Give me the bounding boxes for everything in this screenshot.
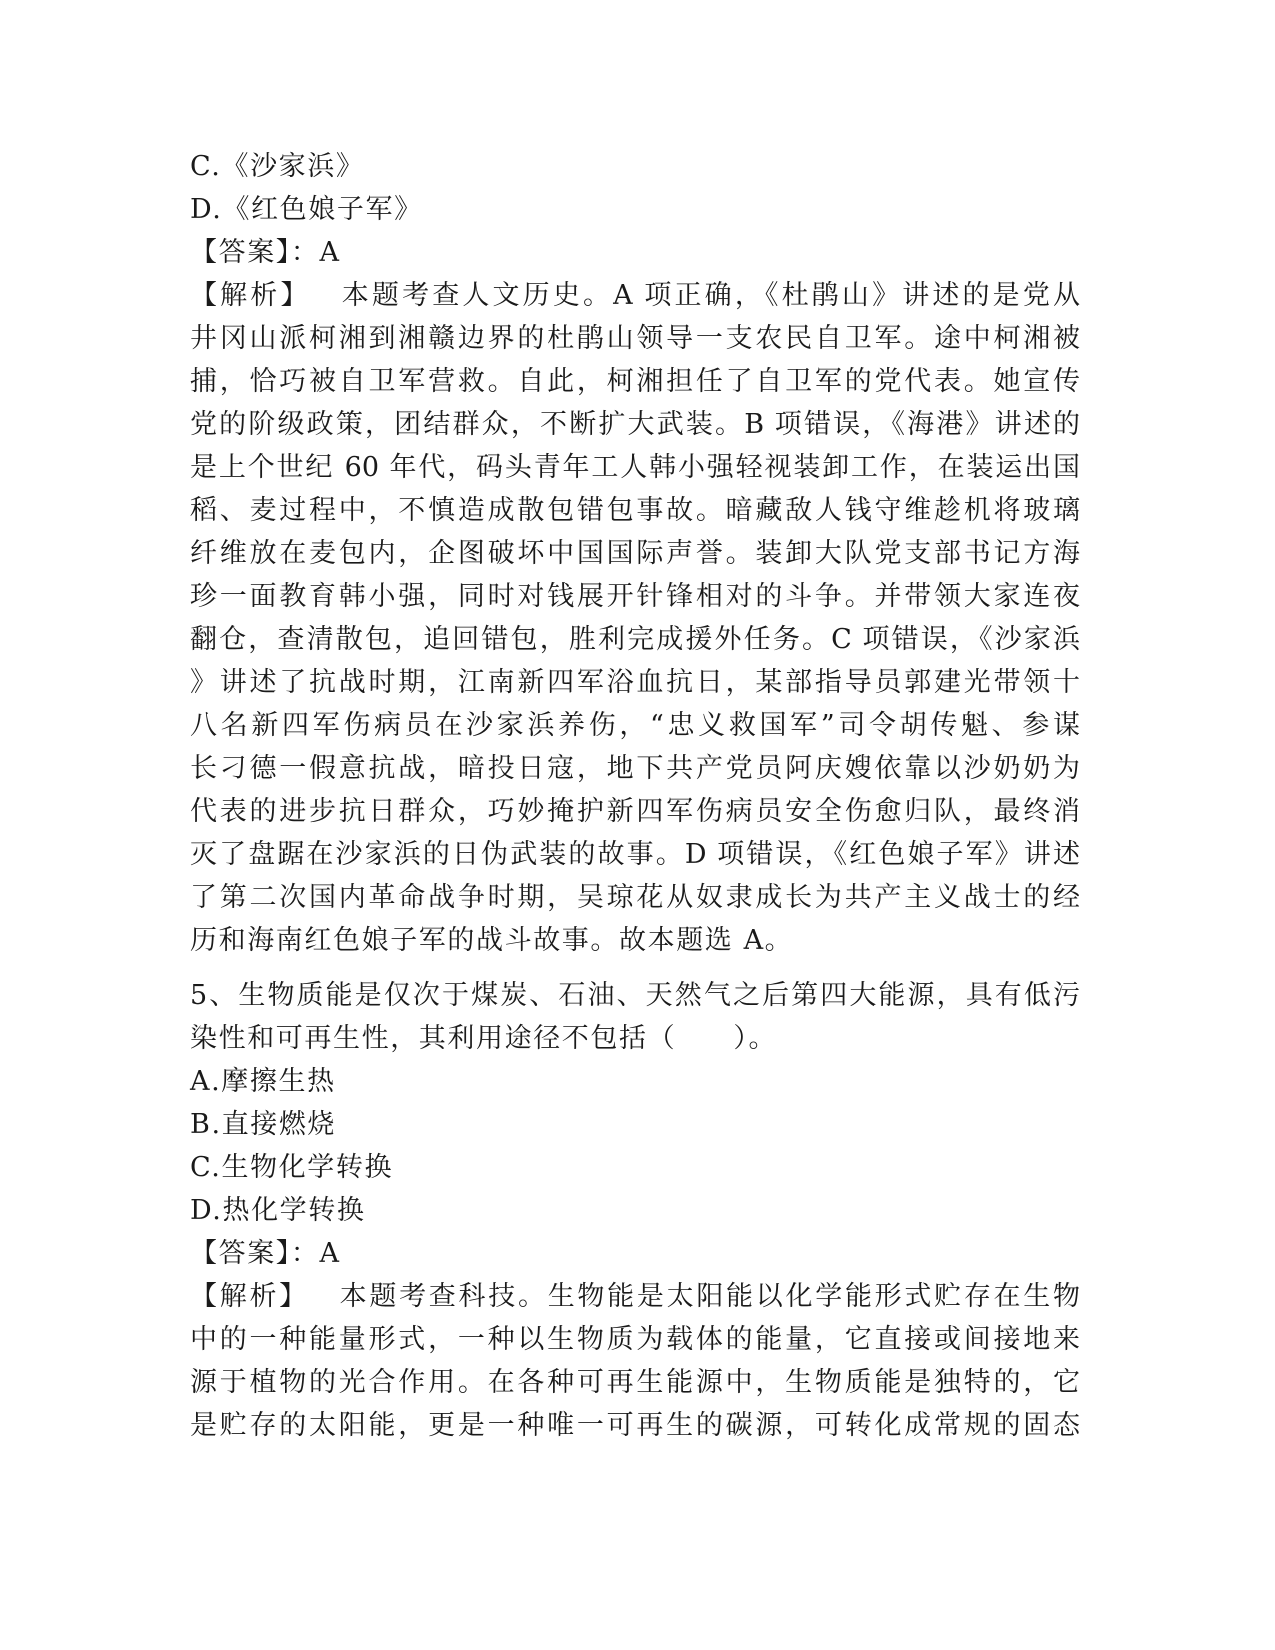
q4-analysis-line-14: 了第二次国内革命战争时期，吴琼花从奴隶成长为共产主义战士的经 bbox=[190, 882, 1080, 913]
document-content bbox=[190, 145, 1080, 1447]
q5-analysis-line-2: 源于植物的光合作用。在各种可再生能源中，生物质能是独特的，它 bbox=[190, 1367, 1080, 1398]
q5-option-d: D.热化学转换 bbox=[190, 1195, 366, 1226]
q5-answer: 【答案】：A bbox=[190, 1238, 341, 1269]
q4-analysis-line-1: 井冈山派柯湘到湘赣边界的杜鹃山领导一支农民自卫军。途中柯湘被 bbox=[190, 323, 1080, 354]
q5-option-b: B.直接燃烧 bbox=[190, 1109, 337, 1140]
q4-analysis-line-2: 捕，恰巧被自卫军营救。自此，柯湘担任了自卫军的党代表。她宣传 bbox=[190, 366, 1080, 397]
q4-analysis-label: 【解析】 bbox=[190, 280, 311, 311]
q4-analysis-line-15: 历和海南红色娘子军的战斗故事。故本题选 A。 bbox=[190, 925, 794, 956]
q4-option-d: D.《红色娘子军》 bbox=[190, 194, 423, 225]
q4-analysis-line-4: 是上个世纪 60 年代，码头青年工人韩小强轻视装卸工作，在装运出国 bbox=[190, 452, 1080, 483]
q4-analysis-line-11: 长刁德一假意抗战，暗投日寇，地下共产党员阿庆嫂依靠以沙奶奶为 bbox=[190, 753, 1080, 784]
q4-analysis-line-10: 八名新四军伤病员在沙家浜养伤，“忠义救国军”司令胡传魁、参谋 bbox=[190, 710, 1080, 741]
q4-option-c: C.《沙家浜》 bbox=[190, 151, 365, 182]
q5-analysis-line-1: 中的一种能量形式，一种以生物质为载体的能量，它直接或间接地来 bbox=[190, 1324, 1080, 1355]
q4-analysis-line-6: 纤维放在麦包内，企图破坏中国国际声誉。装卸大队党支部书记方海 bbox=[190, 538, 1080, 569]
q5-stem-line-1: 染性和可再生性，其利用途径不包括（ ）。 bbox=[190, 1023, 778, 1054]
q5-analysis-label: 【解析】 bbox=[190, 1281, 309, 1312]
q4-analysis-line-5: 稻、麦过程中，不慎造成散包错包事故。暗藏敌人钱守维趁机将玻璃 bbox=[190, 495, 1080, 526]
q5-analysis-line-0: 【解析】 本题考查科技。生物能是太阳能以化学能形式贮存在生物 bbox=[190, 1281, 1081, 1312]
q4-analysis-line-13: 灭了盘踞在沙家浜的日伪武装的故事。D 项错误，《红色娘子军》讲述 bbox=[190, 839, 1080, 870]
q5-analysis-line-3: 是贮存的太阳能，更是一种唯一可再生的碳源，可转化成常规的固态 bbox=[190, 1410, 1080, 1441]
q5-option-c: C.生物化学转换 bbox=[190, 1152, 394, 1183]
q5-stem-line-0: 5、生物质能是仅次于煤炭、石油、天然气之后第四大能源，具有低污 bbox=[190, 980, 1080, 1011]
q4-analysis-line-12: 代表的进步抗日群众，巧妙掩护新四军伤病员安全伤愈归队，最终消 bbox=[190, 796, 1080, 827]
q4-answer: 【答案】：A bbox=[190, 237, 341, 268]
q4-analysis-line-8: 翻仓，查清散包，追回错包，胜利完成援外任务。C 项错误，《沙家浜 bbox=[190, 624, 1080, 655]
q4-analysis-line-9: 》讲述了抗战时期，江南新四军浴血抗日，某部指导员郭建光带领十 bbox=[190, 667, 1080, 698]
q4-analysis-line-3: 党的阶级政策，团结群众，不断扩大武装。B 项错误，《海港》讲述的 bbox=[190, 409, 1080, 440]
q5-option-a: A.摩擦生热 bbox=[190, 1066, 336, 1097]
q4-analysis-line-7: 珍一面教育韩小强，同时对钱展开针锋相对的斗争。并带领大家连夜 bbox=[190, 581, 1080, 612]
q4-analysis-line-0: 【解析】 本题考查人文历史。A 项正确，《杜鹃山》讲述的是党从 bbox=[190, 280, 1080, 311]
